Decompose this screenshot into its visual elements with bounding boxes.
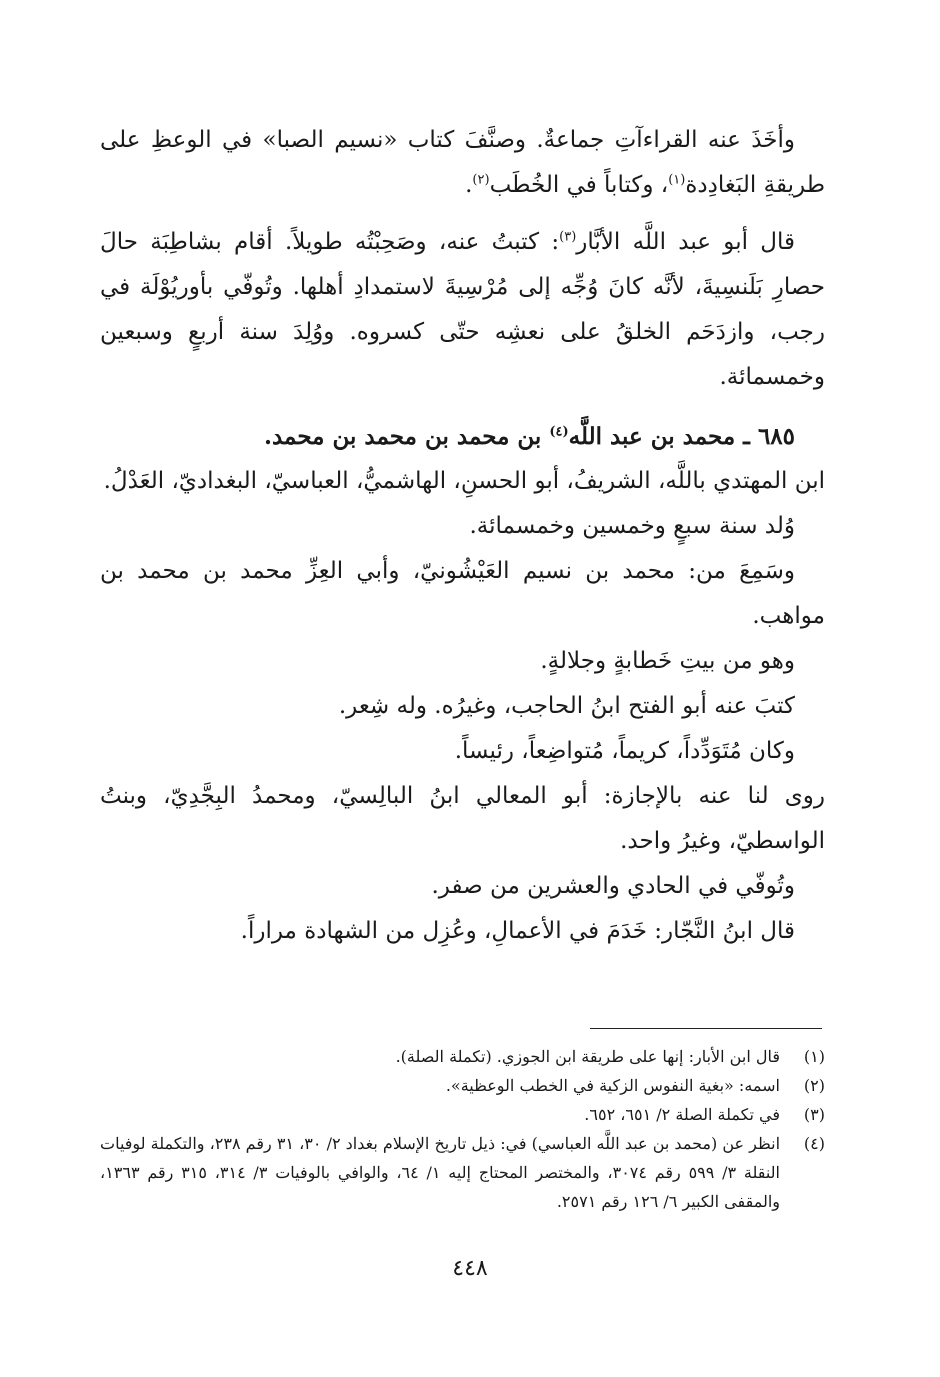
footnote-item (100, 1100, 825, 1129)
footnote-item (100, 1042, 825, 1071)
entry-line: وتُوفّي في الحادي والعشرين من صفر. (431, 873, 795, 899)
paragraph-abbar-quote (100, 220, 825, 400)
footnote-number: (٣) (803, 1105, 825, 1124)
entry-line: وسَمِعَ من: محمد بن نسيم العَيْشُونيّ، وأبي العِزِّ محمد بن محمد بن مواهب. (100, 558, 825, 629)
footnote-marker-1[interactable]: (١) (668, 172, 686, 188)
footnote-marker-2[interactable]: (٢) (472, 172, 490, 188)
entry-heading-text: ٦٨٥ ـ محمد بن عبد اللَّه (568, 423, 795, 450)
entry-line: وهو من بيتِ خَطابةٍ وجلالةٍ. (540, 648, 795, 674)
footnote-text: في تكملة الصلة ٢/ ٦٥١، ٦٥٢. (584, 1105, 780, 1124)
footnote-item (100, 1071, 825, 1100)
entry-line: قال ابنُ النَّجّار: خَدَمَ في الأعمالِ، وعُزِل من الشهادة مراراً. (240, 918, 795, 944)
footnote-divider (590, 1028, 822, 1029)
paragraph-text: ، وكتاباً في الخُطَب (489, 172, 669, 198)
entry-heading (100, 414, 825, 459)
footnote-text: قال ابن الأبار: إنها على طريقة ابن الجوزي. (تكملة الصلة). (395, 1047, 780, 1066)
footnote-number: (٢) (803, 1076, 825, 1095)
footnote-number: (١) (803, 1047, 825, 1066)
entry-line: روى لنا عنه بالإجازة: أبو المعالي ابنُ البالِسيّ، ومحمدُ البِجَّدِيّ، وبنتُ الواسطيّ، وغيرُ واحد. (100, 783, 825, 854)
footnote-item (100, 1129, 825, 1216)
entry-line: وكان مُتَوَدِّداً، كريماً، مُتواضِعاً، رئيساً. (454, 738, 795, 764)
page-number: ٤٤٨ (452, 1256, 488, 1281)
footnote-text: اسمه: «بغية النفوس الزكية في الخطب الوعظية». (445, 1076, 780, 1095)
paragraph-text: . (465, 172, 473, 198)
footnote-marker-3[interactable]: (٣) (559, 229, 577, 245)
entry-line: وُلد سنة سبعٍ وخمسين وخمسمائة. (469, 513, 795, 539)
entry-heading-text: بن محمد بن محمد بن محمد. (263, 423, 550, 450)
paragraph-text: : كتبتُ عنه، وصَحِبْتُه طويلاً. أقام بشاطِبَة حالَ حصارِ بَلَنسِيةَ، لأنَّه كانَ وُجِّه إلى مُرْسِيةَ لاستمدادِ أهلها. وتُوفّي بأوريُوْلَة في رجب، وازدَحَم الخلقُ على نعشِه حتّى كسروه. ووُلِدَ سنة أربعٍ وسبعين وخمسمائة. (100, 229, 825, 390)
footnotes (100, 1042, 825, 1216)
paragraph-text: قال أبو عبد اللَّه الأبَّار (576, 229, 796, 255)
paragraph-authorship (100, 118, 825, 208)
paragraph-text: وأخَذَ عنه القراءآتِ جماعةٌ. وصنَّفَ كتاب «نسيم الصبا» في الوعظِ على طريقةِ البَغادِدة (100, 127, 825, 198)
entry-line: ابن المهتدي باللَّه، الشريفُ، أبو الحسنِ، الهاشميُّ، العباسيّ، البغداديّ، العَدْلُ. (103, 468, 825, 494)
entry-line: كتبَ عنه أبو الفتح ابنُ الحاجب، وغيرُه. وله شِعر. (338, 693, 795, 719)
main-text (100, 118, 825, 954)
footnote-text: انظر عن (محمد بن عبد اللَّه العباسي) في: ذيل تاريخ الإسلام بغداد ٢/ ٣٠، ٣١ رقم ٢٣٨، والتكملة لوفيات النقلة ٣/ ٥٩٩ رقم ٣٠٧٤، والمختصر المحتاج إليه ١/ ٦٤، والوافي بالوفيات ٣/ ٣١٤، ٣١٥ رقم ١٣٦٣، والمقفى الكبير ٦/ ١٢٦ رقم ٢٥٧١. (100, 1134, 781, 1211)
footnote-number: (٤) (803, 1134, 825, 1153)
footnote-marker-4[interactable]: (٤) (549, 424, 569, 440)
